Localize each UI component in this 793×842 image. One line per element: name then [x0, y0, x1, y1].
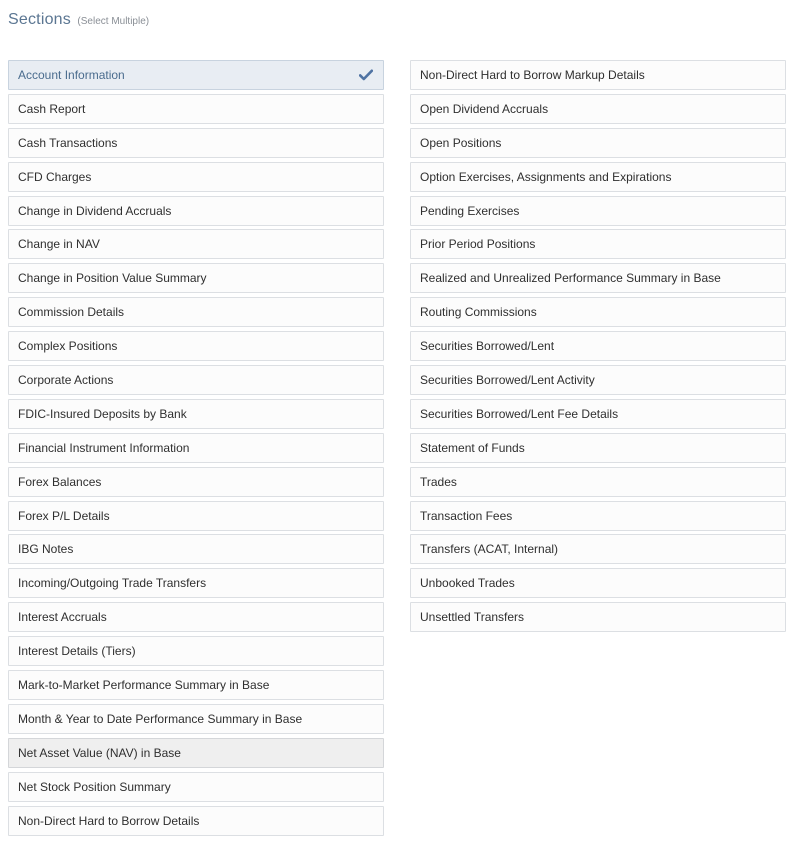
section-item-transfers-acat-internal[interactable] [410, 534, 786, 564]
section-item-change-in-position-value-summary[interactable] [8, 263, 384, 293]
section-item-label: Prior Period Positions [420, 237, 536, 252]
section-item-label: Trades [420, 474, 457, 489]
section-item-non-direct-hard-to-borrow-details[interactable] [8, 806, 384, 836]
section-item-ibg-notes[interactable] [8, 534, 384, 564]
section-item-complex-positions[interactable] [8, 331, 384, 361]
section-item-label: Complex Positions [18, 339, 118, 354]
section-item-non-direct-hard-to-borrow-markup-details[interactable] [410, 60, 786, 90]
section-item-label: Non-Direct Hard to Borrow Markup Details [420, 68, 645, 82]
section-item-label: Forex Balances [18, 474, 102, 489]
section-item-routing-commissions[interactable] [410, 297, 786, 327]
section-item-corporate-actions[interactable] [8, 365, 384, 395]
section-item-label: Routing Commissions [420, 305, 537, 320]
section-item-label: Securities Borrowed/Lent Activity [420, 373, 595, 388]
section-item-transaction-fees[interactable] [410, 501, 786, 531]
section-item-open-positions[interactable] [410, 128, 786, 158]
section-item-incoming-outgoing-trade-transfers[interactable] [8, 568, 384, 598]
section-item-label: Securities Borrowed/Lent Fee Details [420, 406, 619, 421]
section-item-cash-transactions[interactable] [8, 128, 384, 158]
section-item-label: CFD Charges [18, 169, 92, 184]
section-item-label: Transaction Fees [420, 508, 513, 523]
sections-header [8, 11, 149, 29]
section-item-label: Transfers (ACAT, Internal) [420, 542, 559, 557]
section-item-open-dividend-accruals[interactable] [410, 94, 786, 124]
checkmark-icon [359, 69, 373, 81]
section-item-label: Unbooked Trades [420, 576, 515, 591]
section-item-label: Option Exercises, Assignments and Expirations [420, 169, 672, 184]
section-item-account-information[interactable] [8, 60, 384, 90]
section-item-label: Account Information [18, 68, 125, 82]
section-item-label: Month & Year to Date Performance Summary in Base [18, 711, 303, 726]
section-item-label: Forex P/L Details [18, 508, 110, 523]
section-item-label: Net Asset Value (NAV) in Base [18, 745, 181, 760]
sections-list-right [410, 60, 786, 636]
section-item-net-asset-value-nav-in-base[interactable] [8, 738, 384, 768]
section-item-realized-and-unrealized-performance-summary-in-base[interactable] [410, 263, 786, 293]
section-item-label: Open Dividend Accruals [420, 101, 549, 116]
section-item-label: Interest Details (Tiers) [18, 644, 136, 659]
section-item-label: Open Positions [420, 135, 502, 150]
section-item-label: Interest Accruals [18, 610, 107, 625]
section-item-statement-of-funds[interactable] [410, 433, 786, 463]
section-item-label: Cash Transactions [18, 135, 118, 150]
section-item-label: Commission Details [18, 305, 125, 320]
section-item-label: IBG Notes [18, 542, 74, 557]
section-item-unsettled-transfers[interactable] [410, 602, 786, 632]
section-item-label: Net Stock Position Summary [18, 779, 171, 794]
section-item-label: Non-Direct Hard to Borrow Details [18, 813, 200, 828]
section-item-label: Incoming/Outgoing Trade Transfers [18, 576, 207, 591]
section-item-label: Cash Report [18, 101, 86, 116]
section-item-month-and-year-to-date-performance-summary-in-base[interactable] [8, 704, 384, 734]
section-item-commission-details[interactable] [8, 297, 384, 327]
section-item-label: Change in Position Value Summary [18, 271, 207, 286]
section-item-pending-exercises[interactable] [410, 196, 786, 226]
section-item-interest-accruals[interactable] [8, 602, 384, 632]
section-item-label: Change in NAV [18, 237, 100, 252]
section-item-label: Statement of Funds [420, 440, 525, 455]
section-item-label: Realized and Unrealized Performance Summary in Base [420, 271, 721, 286]
section-item-cfd-charges[interactable] [8, 162, 384, 192]
section-item-label: FDIC-Insured Deposits by Bank [18, 406, 187, 421]
section-item-net-stock-position-summary[interactable] [8, 772, 384, 802]
section-item-securities-borrowed-lent[interactable] [410, 331, 786, 361]
section-item-prior-period-positions[interactable] [410, 229, 786, 259]
section-item-change-in-nav[interactable] [8, 229, 384, 259]
section-item-label: Unsettled Transfers [420, 610, 525, 625]
sections-title: Sections [8, 11, 71, 28]
section-item-trades[interactable] [410, 467, 786, 497]
section-item-fdic-insured-deposits-by-bank[interactable] [8, 399, 384, 429]
section-item-label: Financial Instrument Information [18, 440, 190, 455]
section-item-unbooked-trades[interactable] [410, 568, 786, 598]
section-item-securities-borrowed-lent-activity[interactable] [410, 365, 786, 395]
section-item-label: Securities Borrowed/Lent [420, 339, 555, 354]
section-item-label: Change in Dividend Accruals [18, 203, 172, 218]
section-item-label: Corporate Actions [18, 373, 114, 388]
section-item-forex-balances[interactable] [8, 467, 384, 497]
section-item-label: Pending Exercises [420, 203, 520, 218]
section-item-mark-to-market-performance-summary-in-base[interactable] [8, 670, 384, 700]
section-item-financial-instrument-information[interactable] [8, 433, 384, 463]
section-item-option-exercises-assignments-and-expirations[interactable] [410, 162, 786, 192]
section-item-change-in-dividend-accruals[interactable] [8, 196, 384, 226]
section-item-forex-p-l-details[interactable] [8, 501, 384, 531]
section-item-cash-report[interactable] [8, 94, 384, 124]
select-multiple-hint: (Select Multiple) [77, 16, 150, 27]
section-item-interest-details-tiers[interactable] [8, 636, 384, 666]
sections-list-left [8, 60, 384, 839]
section-item-securities-borrowed-lent-fee-details[interactable] [410, 399, 786, 429]
section-item-label: Mark-to-Market Performance Summary in Base [18, 678, 270, 693]
